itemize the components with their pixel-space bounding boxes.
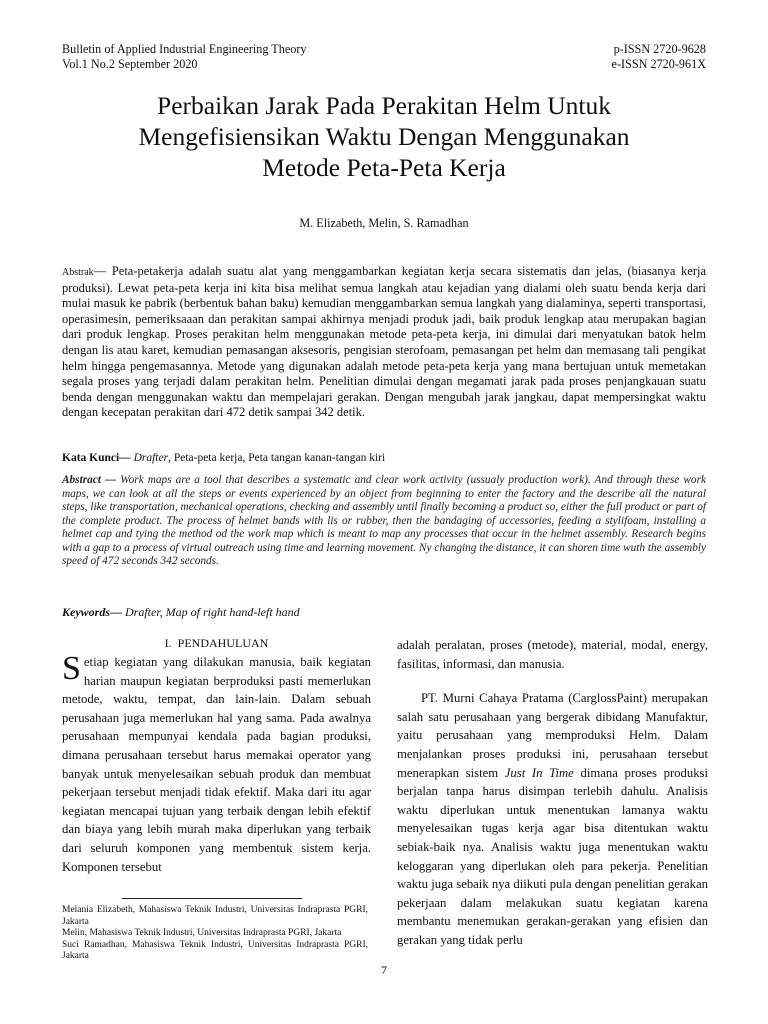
paper-title [60,90,708,183]
footnote-author-2: Melin, Mahasiswa Teknik Industri, Universitas Indraprasta PGRI, Jakarta [62,928,342,939]
intro-paragraph-2-text-b: dimana proses produksi berjalan tanpa harus disimpan terlebih dahulu. Analisis waktu diperlukan untuk menentukan lamanya waktu menyelesaikan tugas kerja agar bisa ditentukan waktu sebiak-baik nya. Analisis waktu juga menentukan waktu keloggaran yang diperlukan oleh para pekerja. Penelitian waktu juga sebaik nya diikuti pula dengan penelitian gerakan pekerjaan dalam melakukan suatu kegiatan karena membantu menemukan gerakan-gerakan yang efisien dan gerakan yang tidak perlu [397,765,709,947]
abstrak-text: Peta-petakerja adalah suatu alat yang menggambarkan kegiatan kerja secara sistematis dan jelas, (biasanya kerja produksi). Lewat peta-peta kerja ini kita bisa melihat semua langkah atau kejadian yang dialami oleh suatu benda kerja dari mulai masuk ke pabrik (berbentuk bahan baku) kemudian menggambarkan semua langkah yang dialaminya, seperti transportasi, operasimesin, pemeriksaaan dan perakitan sampai akhirnya menjadi produk jadi, baik produk lengkap atau merupakan bagian dari produk lengkap. Proses perakitan helm menggunakan metode peta-peta kerja, ini dimulai dari menyatukan batok helm dengan lis atau karet, kemudian pemasangan aksesoris, pengisian sterofoam, pemasangan pet helm dan memasang tali pengikat helm hingga pengemasannya. Metode yang digunakan adalah metode peta-peta kerja yang mana bertujuan untuk memetakan segala proses yang terjadi dalam perakitan helm. Penelitian dimulai dengan megamati jarak pada proses penjangkauan suatu benda dengan menggunakan waktu dan mempelajari gerakan. Dengan mengubah jarak jangkau, dapat mempersingkat waktu dengan kecepatan perakitan dari 472 detik sampai 342 detik. [62,264,706,420]
intro-paragraph-2-text-a: PT. Murni Cahaya Pratama (CarglossPaint) merupakan salah satu perusahaan yang bergerak dibidang Manufaktur, yaitu perusahaan yang memproduksi Helm. Dalam menjalankan proses produksi ini, perusahaan tersebut menerapkan sistem [397,691,708,780]
running-header-right [612,42,706,72]
title-line-3: Metode Peta-Peta Kerja [262,153,506,182]
author-footnotes [62,905,368,963]
intro-paragraph-1-continued: adalah peralatan, proses (metode), material, modal, energy, fasilitas, informasi, dan manusia. [397,638,708,671]
kata-kunci-label: Kata Kunci— [62,452,131,464]
keywords-text: Drafter, Map of right hand-left hand [125,605,300,619]
footnote-divider [122,898,302,899]
drop-cap-letter: S [62,650,81,687]
title-line-1: Perbaikan Jarak Pada Perakitan Helm Untuk [157,91,611,120]
abstract-english [62,474,706,569]
title-line-2: Mengefisiensikan Waktu Dengan Menggunakan [138,122,630,151]
running-header-left [62,42,307,72]
section-heading-pendahuluan: I. PENDAHULUAN [164,636,269,650]
keywords-english [62,605,706,620]
right-column [397,636,708,950]
abstrak-paragraph [62,264,706,421]
abstract-english-text: Work maps are a tool that describes a systematic and clear work activity (ussualy production work). And through these work maps, we can look at all the steps or events experienced by an object from beginning to enter the factory and the describe all the natural steps, like transportation, mechanical operations, checking and assembly until finally becoming a product so, either the full product or part of the complete product. The process of helmet bands with lis or rubber, then the bandaging of accessories, feeding a stylifoam, installing a helmet cap and tying the method od the work map which is meant to map any processes that occur in the helmet assembly. Research begins with a gap to a process of virtual outreach using time and learning movement. Ny changing the distance, it can shoren time wuth the assembly speed of 472 seconds 342 seconds. [62,474,706,567]
intro-paragraph-1-text: etiap kegiatan yang dilakukan manusia, baik kegiatan harian maupun kegiatan berproduksi pasti memerlukan metode, waktu, tempat, dan lain-lain. Dalam sebuah perusahaan juga memerlukan hal yang sama. Pada awalnya perusahaan mempunyai kendala pada bagian produksi, dimana perusahaan tersebut harus memakai operator yang banyak untuk menyelesaikan sebuah produk dan membuat pekerjaan tersebut menjadi tidak efektif. Maka dari itu agar kegiatan mencapai tujuan yang terbaik dengan lebih efektif dan biaya yang lebih murah maka diperlukan yang terbaik dari seluruh komponen yang membentuk sistem kerja. Komponen tersebut [62,655,371,874]
just-in-time-term: Just In Time [504,765,574,780]
intro-paragraph-2 [397,689,708,949]
p-issn: p-ISSN 2720-9628 [613,42,706,56]
abstrak-label: Abstrak [62,267,94,278]
page-number: 7 [381,963,387,977]
keywords-label: Keywords— [62,605,122,619]
abstrak-dash: — [93,264,112,278]
kata-kunci [62,452,706,464]
journal-name: Bulletin of Applied Industrial Engineering Theory [62,42,307,56]
journal-volume: Vol.1 No.2 September 2020 [62,57,198,71]
kata-kunci-rest: , Peta-peta kerja, Peta tangan kanan-tangan kiri [168,452,386,464]
kata-kunci-italic-term: Drafter [133,452,169,464]
footnote-author-1: Melania Elizabeth, Mahasiswa Teknik Industri, Universitas Indraprasta PGRI, Jakarta [62,905,368,927]
author-list: M. Elizabeth, Melin, S. Ramadhan [299,216,469,230]
footnote-author-3: Suci Ramadhan, Mahasiswa Teknik Industri, Universitas Indraprasta PGRI, Jakarta [62,939,368,962]
e-issn: e-ISSN 2720-961X [611,57,706,71]
abstract-english-label: Abstract — [62,474,117,486]
intro-paragraph-1 [62,650,371,876]
left-column [62,636,371,876]
